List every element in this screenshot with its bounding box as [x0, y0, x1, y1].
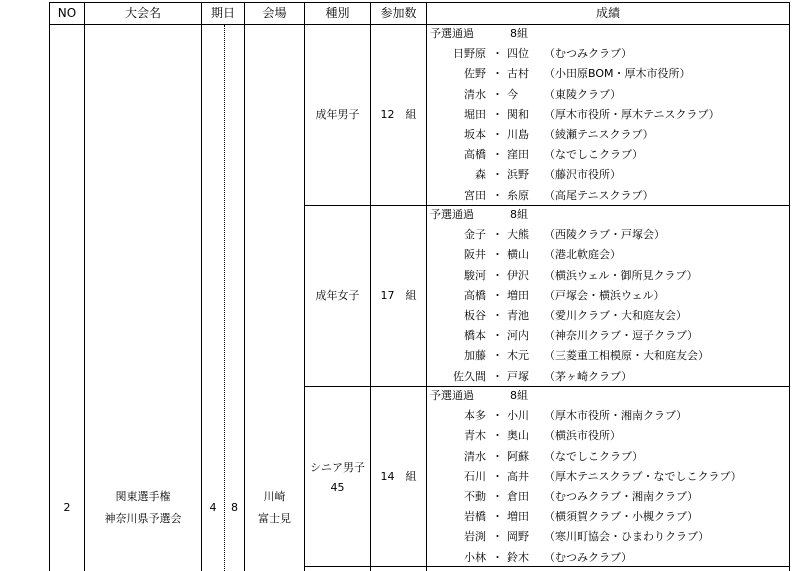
player-1: 佐久間	[453, 369, 486, 383]
header-venue: 会場	[262, 6, 287, 20]
player-2: 増田	[507, 288, 529, 302]
col-border-period	[244, 2, 245, 571]
table-top-border	[49, 2, 790, 3]
results-block	[428, 207, 790, 387]
header-results: 成績	[595, 6, 620, 20]
result-row	[428, 449, 790, 465]
qualify-count: 8組	[510, 208, 528, 221]
player-2: 鈴木	[507, 550, 529, 564]
result-row	[428, 529, 790, 545]
tournament-name-line2: 神奈川県予選会	[104, 512, 182, 525]
player-1: 森	[475, 168, 486, 182]
result-row	[428, 247, 790, 263]
club-name: （厚木テニスクラブ・なでしこクラブ）	[544, 469, 742, 483]
category-label: 成年男子	[315, 108, 360, 121]
player-1: 堀田	[464, 107, 486, 121]
player-2: 河内	[507, 329, 529, 343]
qualify-heading	[430, 207, 528, 223]
player-1: 岩橋	[464, 510, 486, 524]
result-row	[428, 408, 790, 424]
player-1: 駿河	[464, 268, 486, 282]
club-name: （神奈川クラブ・逗子クラブ）	[544, 329, 699, 343]
period-day: 8	[231, 501, 238, 514]
player-1: 小林	[464, 550, 486, 564]
results-block	[428, 26, 790, 206]
period-month: 4	[209, 501, 217, 514]
player-1: 日野原	[453, 47, 486, 61]
header-period: 期日	[210, 6, 235, 20]
result-row	[428, 489, 790, 505]
player-2: 青池	[507, 309, 529, 322]
col-border-count	[426, 2, 427, 571]
pair-separator: ・	[492, 47, 503, 61]
result-row	[428, 550, 790, 566]
club-name: （西陵クラブ・戸塚会）	[544, 228, 665, 242]
entry-no: 2	[63, 501, 71, 514]
player-2: 阿蘇	[507, 449, 529, 463]
venue-line1: 川崎	[263, 490, 286, 503]
qualify-count: 8組	[510, 389, 528, 402]
player-2: 増田	[507, 510, 529, 524]
club-name: （なでしこクラブ）	[544, 449, 644, 463]
player-1: 金子	[464, 228, 486, 242]
player-2: 木元	[507, 349, 529, 363]
club-name: （藤沢市役所）	[544, 168, 621, 182]
result-row	[428, 87, 790, 103]
player-2: 今	[507, 87, 518, 101]
pair-separator: ・	[492, 87, 503, 101]
player-2: 横山	[507, 248, 529, 262]
club-name: （高尾テニスクラブ）	[544, 188, 654, 202]
result-row	[428, 147, 790, 163]
result-row	[428, 328, 790, 344]
result-row	[428, 288, 790, 304]
participant-count: 14 組	[380, 470, 417, 483]
player-1: 高橋	[464, 288, 486, 302]
pair-separator: ・	[492, 369, 503, 383]
player-1: 宮田	[464, 188, 486, 202]
pair-separator: ・	[492, 168, 503, 182]
pair-separator: ・	[492, 188, 503, 202]
tournament-name-line1: 関東選手権	[115, 490, 171, 503]
result-row	[428, 428, 790, 444]
club-name: （茅ヶ崎クラブ）	[544, 369, 633, 383]
player-1: 石川	[464, 469, 486, 483]
pair-separator: ・	[492, 349, 503, 363]
player-1: 板谷	[464, 309, 486, 322]
player-2: 伊沢	[507, 268, 529, 282]
result-row	[428, 308, 790, 324]
category-label: シニア男子	[310, 461, 365, 474]
pair-separator: ・	[492, 550, 503, 564]
player-2: 古村	[507, 67, 529, 81]
club-name: （むつみクラブ）	[544, 47, 633, 61]
player-2: 倉田	[507, 490, 529, 503]
header-bottom-border	[49, 24, 790, 25]
col-border-period-dotted	[224, 25, 225, 571]
club-name: （小田原BOM・厚木市役所）	[544, 67, 691, 81]
player-2: 高井	[507, 469, 529, 483]
pair-separator: ・	[492, 128, 503, 141]
player-1: 本多	[464, 409, 486, 423]
qualify-count: 8組	[510, 27, 528, 40]
pair-separator: ・	[492, 148, 503, 162]
qualify-label: 予選通過	[430, 208, 474, 221]
club-name: （綾瀬テニスクラブ）	[544, 128, 654, 141]
player-2: 糸原	[507, 188, 529, 202]
player-1: 高橋	[464, 148, 486, 162]
col-border-no	[84, 2, 85, 571]
player-2: 四位	[507, 47, 529, 61]
club-name: （戸塚会・横浜ウェル）	[544, 288, 665, 302]
player-1: 青木	[464, 429, 486, 443]
player-2: 関和	[507, 107, 529, 121]
pair-separator: ・	[492, 107, 503, 121]
result-row	[428, 509, 790, 525]
club-name: （港北軟庭会）	[544, 248, 621, 262]
player-1: 清水	[464, 87, 486, 101]
club-name: （なでしこクラブ）	[544, 148, 644, 162]
player-1: 佐野	[464, 67, 486, 81]
pair-separator: ・	[492, 429, 503, 443]
club-name: （厚木市役所・厚木テニスクラブ）	[544, 107, 720, 121]
participant-count: 12 組	[380, 108, 417, 121]
result-row	[428, 348, 790, 364]
player-2: 岡野	[507, 530, 529, 544]
club-name: （厚木市役所・湘南クラブ）	[544, 409, 688, 423]
category-label: 成年女子	[315, 289, 360, 302]
player-2: 戸塚	[507, 369, 529, 383]
pair-separator: ・	[492, 288, 503, 302]
header-tournament: 大会名	[124, 6, 161, 20]
player-2: 浜野	[507, 168, 529, 182]
club-name: （むつみクラブ・湘南クラブ）	[544, 490, 699, 503]
col-border-left	[49, 2, 50, 571]
pair-separator: ・	[492, 510, 503, 524]
result-row	[428, 167, 790, 183]
player-1: 橋本	[464, 329, 486, 343]
player-1: 加藤	[464, 349, 486, 363]
qualify-heading	[430, 388, 528, 404]
pair-separator: ・	[492, 490, 503, 503]
header-no: NO	[57, 6, 77, 20]
player-1: 坂本	[464, 128, 486, 141]
venue-line2: 富士見	[258, 512, 291, 525]
result-row	[428, 188, 790, 204]
pair-separator: ・	[492, 67, 503, 81]
pair-separator: ・	[492, 329, 503, 343]
player-1: 不動	[464, 490, 486, 503]
result-row	[428, 66, 790, 82]
result-row	[428, 268, 790, 284]
player-2: 奥山	[507, 429, 529, 443]
player-1: 岩渕	[464, 530, 486, 544]
player-1: 阪井	[464, 248, 486, 262]
category-label-sub: 45	[330, 481, 345, 494]
player-2: 小川	[507, 409, 529, 423]
result-row	[428, 46, 790, 62]
club-name: （愛川クラブ・大和庭友会）	[544, 309, 687, 322]
player-2: 川島	[507, 128, 529, 141]
result-row	[428, 127, 790, 143]
player-2: 窪田	[507, 148, 529, 162]
pair-separator: ・	[492, 309, 503, 322]
pair-separator: ・	[492, 248, 503, 262]
result-row	[428, 227, 790, 243]
pair-separator: ・	[492, 409, 503, 423]
club-name: （三菱重工相模原・大和庭友会）	[544, 349, 709, 363]
col-border-tournament	[201, 2, 202, 571]
result-row	[428, 469, 790, 485]
header-participants: 参加数	[380, 6, 417, 20]
header-category: 種別	[325, 6, 350, 20]
result-row	[428, 369, 790, 385]
pair-separator: ・	[492, 469, 503, 483]
pair-separator: ・	[492, 530, 503, 544]
player-2: 大熊	[507, 228, 529, 242]
qualify-label: 予選通過	[430, 27, 474, 40]
result-row	[428, 107, 790, 123]
pair-separator: ・	[492, 449, 503, 463]
pair-separator: ・	[492, 268, 503, 282]
participant-count: 17 組	[380, 289, 417, 302]
results-block	[428, 388, 790, 568]
club-name: （横浜市役所）	[544, 429, 621, 443]
qualify-heading	[430, 26, 528, 42]
player-1: 清水	[464, 449, 486, 463]
club-name: （横浜ウェル・御所見クラブ）	[544, 268, 698, 282]
club-name: （むつみクラブ）	[544, 550, 633, 564]
club-name: （横須賀クラブ・小槻クラブ）	[544, 510, 699, 524]
club-name: （寒川町協会・ひまわりクラブ）	[544, 530, 710, 544]
pair-separator: ・	[492, 228, 503, 242]
club-name: （東陵クラブ）	[544, 87, 622, 101]
qualify-label: 予選通過	[430, 389, 474, 402]
